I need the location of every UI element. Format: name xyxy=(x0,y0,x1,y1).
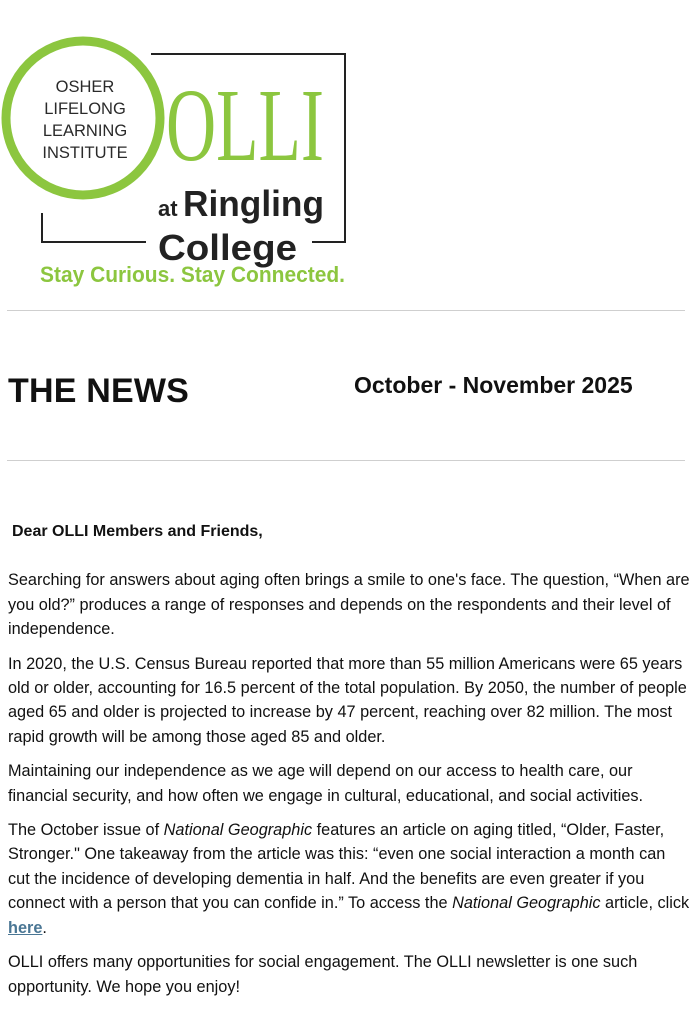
logo-olli-wordmark: OLLI xyxy=(166,68,324,183)
logo-at: at xyxy=(158,196,178,221)
divider-bottom xyxy=(7,460,685,461)
logo-circle-line-2: LIFELONG xyxy=(44,100,126,118)
publication-title: National Geographic xyxy=(452,894,601,913)
logo-tagline: Stay Curious. Stay Connected. xyxy=(40,262,345,287)
text-segment: . xyxy=(42,918,47,937)
text-segment: article, click xyxy=(600,894,690,913)
logo-circle-line-3: LEARNING xyxy=(42,122,128,140)
publication-title: National Geographic xyxy=(163,821,313,840)
logo-circle xyxy=(6,41,160,195)
text-segment: The October issue of xyxy=(8,821,164,840)
paragraph-closing: OLLI offers many opportunities for social engagement. The OLLI newsletter is one such opportunity. We hope you enjoy! xyxy=(8,953,638,996)
logo-college: College xyxy=(158,227,297,268)
letter-greeting: Dear OLLI Members and Friends, xyxy=(12,523,263,540)
text-segment: features an article on aging titled, “Older, Faster, Stronger." One takeaway from the article was this: “even one social interaction a month can cut the incidence of developing dementia in half. And the benefits are even greater if you connect with a person that you can confide in.” To access the xyxy=(8,821,666,913)
logo-ringling: Ringling xyxy=(183,183,324,224)
divider-top xyxy=(7,310,685,311)
paragraph-independence: Maintaining our independence as we age will depend on our access to health care, our financial security, and how often we engage in cultural, educational, and social activities. xyxy=(8,762,644,805)
newsletter-title: THE NEWS xyxy=(8,372,190,410)
logo-circle-line-4: INSTITUTE xyxy=(42,144,128,162)
paragraph-census-stats: In 2020, the U.S. Census Bureau reported that more than 55 million Americans were 65 years old or older, accounting for 16.5 percent of the total population. By 2050, the number of people aged 65 and older is projected to increase by 47 percent, reaching over 82 million. The most rapid growth will be among those aged 85 and older. xyxy=(8,654,687,746)
article-link[interactable]: here xyxy=(8,918,43,937)
logo-circle-line-1: OSHER xyxy=(55,78,115,96)
letter-body xyxy=(8,520,690,1009)
paragraph-natgeo-article xyxy=(8,818,690,940)
issue-date: October - November 2025 xyxy=(354,372,633,398)
paragraph-aging-question: Searching for answers about aging often brings a smile to one's face. The question, “When are you old?” produces a range of responses and depends on the respondents and their level of independence. xyxy=(8,571,690,639)
olli-logo xyxy=(0,30,360,300)
